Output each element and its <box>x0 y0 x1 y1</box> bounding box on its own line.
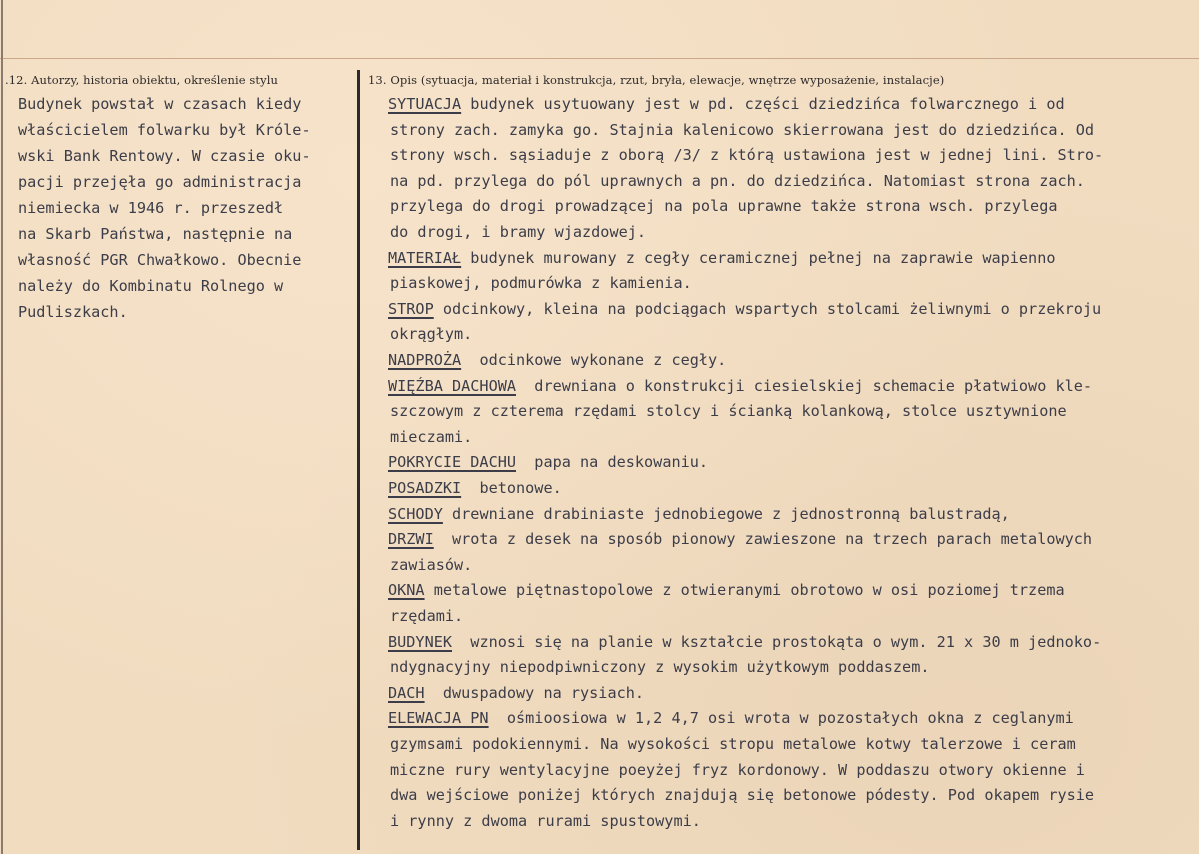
section-13-line <box>390 737 1076 752</box>
section-heading-label: DRZWI <box>388 530 434 549</box>
section-13-line <box>388 683 645 702</box>
section-12-line: należy do Kombinatu Rolnego w <box>18 277 284 295</box>
section-13-line <box>390 660 929 675</box>
section-body-text: miczne rury wentylacyjne poeyżej fryz kordonowy. W poddaszu otwory okienne i <box>390 760 1085 779</box>
section-body-text: szczowym z czterema rzędami stolcy i ścianką kolankową, stolce usztywnione <box>390 402 1067 421</box>
section-12-line: właścicielem folwarku był Króle- <box>18 121 311 139</box>
section-heading-label: DACH <box>388 683 425 702</box>
section-13-line <box>390 811 701 830</box>
section-heading-label: BUDYNEK <box>388 632 453 651</box>
section-heading-label: STROP <box>388 299 434 318</box>
section-13-line <box>390 609 463 624</box>
section-13-line <box>390 555 473 574</box>
section-body-text: i rynny z dwoma rurami spustowymi. <box>390 811 701 830</box>
section-13-line <box>388 376 1093 395</box>
section-body-text: metalowe piętnastopolowe z otwieranymi obrotowo w osi poziomej trzema <box>424 581 1065 600</box>
section-13-line <box>390 148 1103 163</box>
section-body-text: budynek usytuowany jest w pd. części dziedzińca folwarcznego i od <box>461 95 1065 113</box>
section-heading-label: POKRYCIE DACHU <box>388 453 517 472</box>
section-heading-label: OKNA <box>388 581 425 600</box>
section-body-text: odcinkowy, kleina na podciągach wspartych stolcami żeliwnymi o przekroju <box>433 299 1102 318</box>
section-12-line: własność PGR Chwałkowo. Obecnie <box>18 251 302 269</box>
section-13-line <box>390 225 646 240</box>
section-13-line <box>388 711 1074 726</box>
section-13-line <box>388 97 1065 112</box>
section-body-text: gzymsami podokiennymi. Na wysokości stropu metalowe kotwy talerzowe i ceram <box>390 735 1076 753</box>
section-body-text: strony wsch. sąsiaduje z oborą /3/ z którą ustawiona jest w jednej lini. Stro- <box>390 146 1104 165</box>
column-divider <box>357 70 360 850</box>
section-13-line <box>388 504 1010 523</box>
left-margin-line <box>1 0 3 854</box>
section-13-line <box>390 760 1085 779</box>
section-12-line: Pudliszkach. <box>18 303 128 321</box>
section-body-text: zawiasów. <box>390 555 473 574</box>
section-body-text: mieczami. <box>390 427 473 446</box>
section-12-line: wski Bank Rentowy. W czasie oku- <box>18 147 311 165</box>
section-body-text: dwa wejściowe poniżej których znajdują się betonowe pódesty. Pod okapem rysie <box>390 786 1095 805</box>
section-13-line <box>388 532 1092 547</box>
section-body-text: dwuspadowy na rysiach. <box>424 683 645 702</box>
section-body-text: wznosi się na planie w kształcie prostokąta o wym. 21 x 30 m jednoko- <box>452 632 1102 651</box>
top-rule <box>0 58 1199 59</box>
section-heading-label: ELEWACJA PN <box>388 709 489 728</box>
section-13-line <box>390 199 1058 214</box>
section-13-line <box>390 120 1095 139</box>
section-heading-label: NADPROŻA <box>388 351 462 369</box>
section-12-line: Budynek powstał w czasach kiedy <box>18 95 302 113</box>
section-13-header: 13. Opis (sytuacja, materiał i konstrukcja, rzut, bryła, elewacje, wnętrze wyposażenie, instalacje) <box>368 73 945 87</box>
section-heading-label: SCHODY <box>388 504 443 523</box>
section-body-text: piaskowej, podmurówka z kamienia. <box>390 274 692 293</box>
section-body-text: przylega do drogi prowadzącej na pola uprawne także strona wsch. przylega <box>390 197 1058 216</box>
section-heading-label: POSADZKI <box>388 479 462 497</box>
section-body-text: drewniane drabiniaste jednobiegowe z jednostronną balustradą, <box>442 504 1010 523</box>
section-13-line <box>390 171 1085 190</box>
section-body-text: ośmioosiowa w 1,2 4,7 osi wrota w pozostałych okna z ceglanymi <box>488 709 1074 728</box>
section-13-line <box>390 327 472 342</box>
section-13-line <box>388 299 1102 318</box>
section-body-text: ndygnacyjny niepodpiwniczony z wysokim użytkowym poddaszem. <box>390 658 930 677</box>
section-body-text: odcinkowe wykonane z cegły. <box>461 351 727 369</box>
section-13-line <box>388 632 1102 651</box>
section-heading-label: MATERIAŁ <box>388 248 462 267</box>
section-13-line <box>388 583 1065 598</box>
section-13-line <box>390 788 1094 803</box>
section-13-line <box>388 455 708 470</box>
section-body-text: drewniana o konstrukcji ciesielskiej schemacie płatwiowo kle- <box>516 376 1093 395</box>
section-body-text: budynek murowany z cegły ceramicznej pełnej na zaprawie wapienno <box>461 248 1056 267</box>
section-body-text: rzędami. <box>390 607 464 625</box>
section-13-line <box>388 481 562 496</box>
section-heading-label: SYTUACJA <box>388 95 462 113</box>
section-13-line <box>388 248 1056 267</box>
section-12-line: pacji przejęła go administracja <box>18 173 302 191</box>
section-13-line <box>390 276 692 291</box>
section-body-text: wrota z desek na sposób pionowy zawieszone na trzech parach metalowych <box>433 530 1093 549</box>
section-13-line <box>390 404 1067 419</box>
section-13-line <box>388 353 726 368</box>
section-body-text: strony zach. zamyka go. Stajnia kalenicowo skierrowana jest do dziedzińca. Od <box>390 120 1095 139</box>
section-13-line <box>390 427 473 446</box>
section-12-line: niemiecka w 1946 r. przeszedł <box>18 199 284 217</box>
section-body-text: na pd. przylega do pól uprawnych a pn. do dziedzińca. Natomiast strona zach. <box>390 171 1085 190</box>
section-12-header: .12. Autorzy, historia obiektu, określenie stylu <box>5 73 279 87</box>
section-body-text: papa na deskowaniu. <box>516 453 709 472</box>
section-12-line: na Skarb Państwa, następnie na <box>18 225 293 243</box>
section-body-text: okrągłym. <box>390 325 473 344</box>
section-body-text: betonowe. <box>461 479 562 497</box>
section-body-text: do drogi, i bramy wjazdowej. <box>390 223 647 241</box>
section-heading-label: WIĘŹBA DACHOWA <box>388 376 517 395</box>
